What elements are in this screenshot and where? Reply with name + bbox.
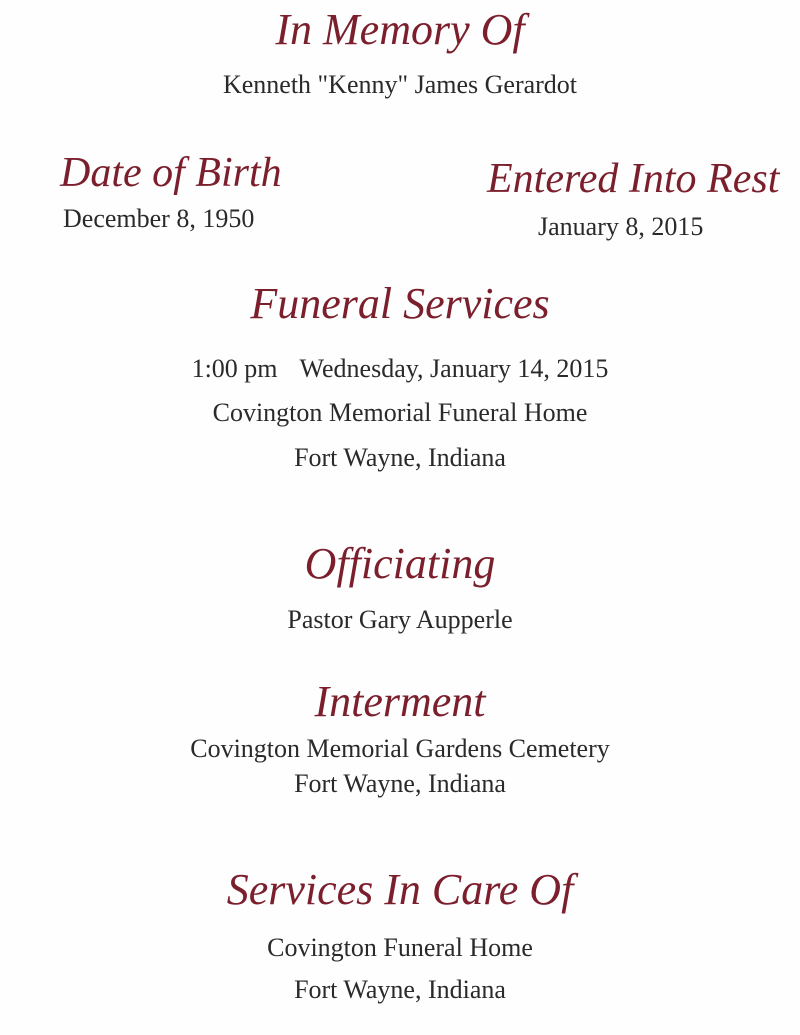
interment-city: Fort Wayne, Indiana [294,769,506,798]
interment-heading: Interment [314,677,486,726]
date-of-birth-heading: Date of Birth [60,150,282,196]
officiant-name: Pastor Gary Aupperle [287,605,513,634]
services-in-care-of-heading: Services In Care Of [226,865,574,914]
interment-location: Covington Memorial Gardens Cemetery [190,734,610,763]
funeral-date: Wednesday, January 14, 2015 [299,354,609,383]
in-memory-of-heading: In Memory Of [275,5,525,54]
funeral-time: 1:00 pm [191,354,278,383]
funeral-city: Fort Wayne, Indiana [294,443,506,472]
funeral-datetime [0,356,800,382]
date-of-birth-value: December 8, 1950 [63,204,255,233]
care-provider-name: Covington Funeral Home [267,933,533,962]
entered-into-rest-value: January 8, 2015 [538,212,704,241]
deceased-name: Kenneth "Kenny" James Gerardot [222,70,578,99]
funeral-services-heading: Funeral Services [250,279,550,328]
officiating-heading: Officiating [304,539,496,588]
funeral-location: Covington Memorial Funeral Home [212,398,588,427]
care-provider-city: Fort Wayne, Indiana [294,975,506,1004]
entered-into-rest-heading: Entered Into Rest [487,156,780,202]
